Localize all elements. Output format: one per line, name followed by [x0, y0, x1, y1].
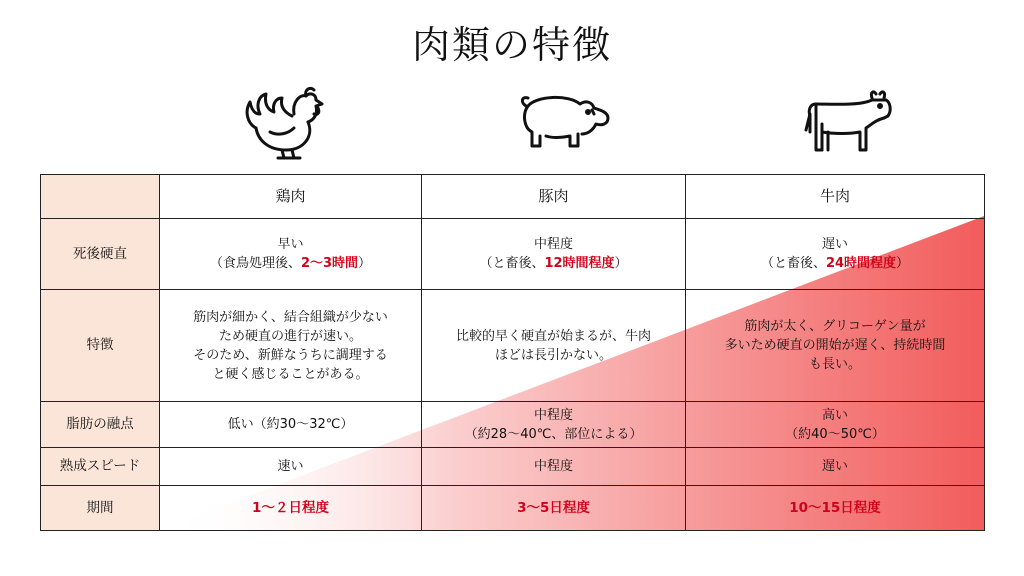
cell-line: 中程度 [533, 407, 573, 423]
cell-sub-post: ） [358, 256, 372, 271]
table-corner [41, 175, 160, 219]
cell-melting-pork [422, 402, 686, 448]
cell-feature-chicken [160, 290, 422, 402]
cell-sub [164, 254, 417, 273]
column-header-beef: 牛肉 [686, 175, 985, 219]
row-header-melting: 脂肪の融点 [41, 402, 160, 448]
cell-rigor-chicken [160, 219, 422, 290]
cell-line: （約40～50℃） [785, 426, 885, 442]
cell-feature-pork [422, 290, 686, 402]
cell-line: と硬く感じることがある。 [212, 366, 369, 382]
cell-sub-pre: （食鳥処理後、 [209, 256, 301, 271]
cell-line: 低い（約30～32℃） [227, 417, 354, 432]
cell-sub [690, 254, 980, 273]
cell-line: 筋肉が太く、グリコーゲン量が [744, 319, 926, 334]
cell-line: そのため、新鮮なうちに調理する [193, 347, 388, 363]
cell-rigor-pork [422, 219, 686, 290]
cell-melting-beef [686, 402, 985, 448]
cell-sub-post: ） [614, 256, 628, 271]
column-header-chicken: 鶏肉 [160, 175, 422, 219]
cell-line: （約28～40℃、部位による） [464, 426, 643, 442]
cell-line: 高い [821, 407, 848, 423]
cell-rigor-beef [686, 219, 985, 290]
cell-line: 多いため硬直の開始が遅く、持続時間 [724, 338, 946, 353]
cell-period-beef: 10～15日程度 [686, 486, 985, 531]
cell-sub-pre: （と畜後、 [479, 256, 545, 271]
cell-aging-pork: 中程度 [422, 448, 686, 486]
meat-comparison-table [40, 174, 984, 530]
cell-feature-beef [686, 290, 985, 402]
page-title: 肉類の特徴 [411, 23, 612, 67]
cell-period-chicken: 1～２日程度 [160, 486, 422, 531]
cell-highlight: 24時間程度 [825, 256, 897, 271]
cell-main: 遅い [821, 237, 848, 252]
cell-melting-chicken [160, 402, 422, 448]
cell-period-pork: 3～5日程度 [422, 486, 686, 531]
cell-main: 中程度 [533, 237, 573, 252]
cell-line: ほどは長引かない。 [494, 347, 612, 363]
cell-line: も長い。 [808, 357, 861, 372]
row-header-aging: 熟成スピード [41, 448, 160, 486]
cell-aging-chicken: 速い [160, 448, 422, 486]
cell-line: 筋肉が細かく、結合組織が少ない [193, 309, 388, 325]
cell-line: ため硬直の進行が速い。 [218, 328, 362, 344]
row-header-period: 期間 [41, 486, 160, 531]
cell-sub-post: ） [896, 256, 910, 271]
chicken-icon [234, 84, 334, 162]
cow-icon [800, 84, 900, 162]
row-header-rigor: 死後硬直 [41, 219, 160, 290]
cell-sub [426, 254, 681, 273]
row-header-feature: 特徴 [41, 290, 160, 402]
cell-highlight: 2～3時間 [300, 256, 359, 271]
cell-highlight: 12時間程度 [544, 256, 615, 271]
cell-main: 早い [277, 237, 304, 252]
pig-icon [512, 84, 612, 162]
column-header-pork: 豚肉 [422, 175, 686, 219]
cell-sub-pre: （と畜後、 [760, 256, 826, 271]
cell-line: 比較的早く硬直が始まるが、牛肉 [455, 328, 651, 344]
cell-aging-beef: 遅い [686, 448, 985, 486]
